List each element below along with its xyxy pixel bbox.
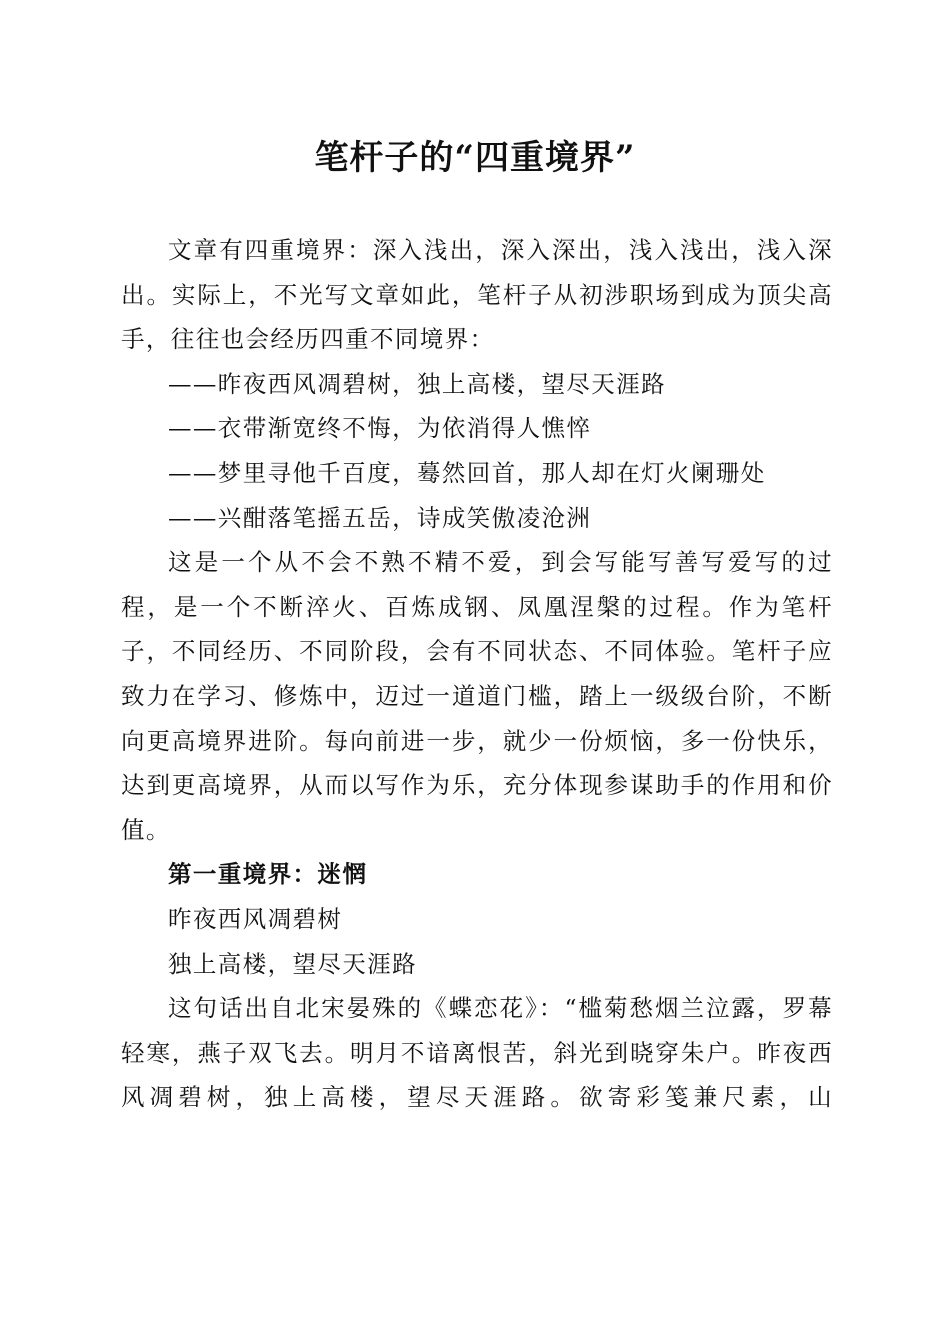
verse-line-3: ——梦里寻他千百度，蓦然回首，那人却在灯火阑珊处 xyxy=(168,458,766,487)
source-paragraph: 这句话出自北宋晏殊的《蝶恋花》：“槛菊愁烟兰泣露，罗幕轻寒，燕子双飞去。明月不谙离恨苦，斜光到晓穿朱户。昨夜西风凋碧树，独上高楼，望尽天涯路。欲寄彩笺兼尺素，山 xyxy=(121,994,833,1112)
verse-line-1: ——昨夜西风凋碧树，独上高楼，望尽天涯路 xyxy=(168,369,666,398)
verse-line-2: ——衣带渐宽终不悔，为依消得人憔悴 xyxy=(168,414,592,443)
section-heading-1: 第一重境界：迷惘 xyxy=(168,860,368,889)
process-paragraph: 这是一个从不会不熟不精不爱，到会写能写善写爱写的过程，是一个不断淬火、百炼成钢、凤凰涅槃的过程。作为笔杆子，不同经历、不同阶段，会有不同状态、不同体验。笔杆子应致力在学习、修炼中，迈过一道道门槛，踏上一级级台阶，不断向更高境界进阶。每向前进一步，就少一份烦恼，多一份快乐，达到更高境界，从而以写作为乐，充分体现参谋助手的作用和价值。 xyxy=(121,548,833,844)
poem-line-2: 独上高楼，望尽天涯路 xyxy=(168,949,417,978)
poem-line-1: 昨夜西风凋碧树 xyxy=(168,904,343,933)
document-title: 笔杆子的“四重境界” xyxy=(314,138,636,178)
verse-line-4: ——兴酣落笔摇五岳，诗成笑傲凌沧洲 xyxy=(168,503,592,532)
intro-paragraph: 文章有四重境界：深入浅出，深入深出，浅入浅出，浅入深出。实际上，不光写文章如此，笔杆子从初涉职场到成为顶尖高手，往往也会经历四重不同境界： xyxy=(121,236,833,354)
document-body xyxy=(121,228,833,1120)
